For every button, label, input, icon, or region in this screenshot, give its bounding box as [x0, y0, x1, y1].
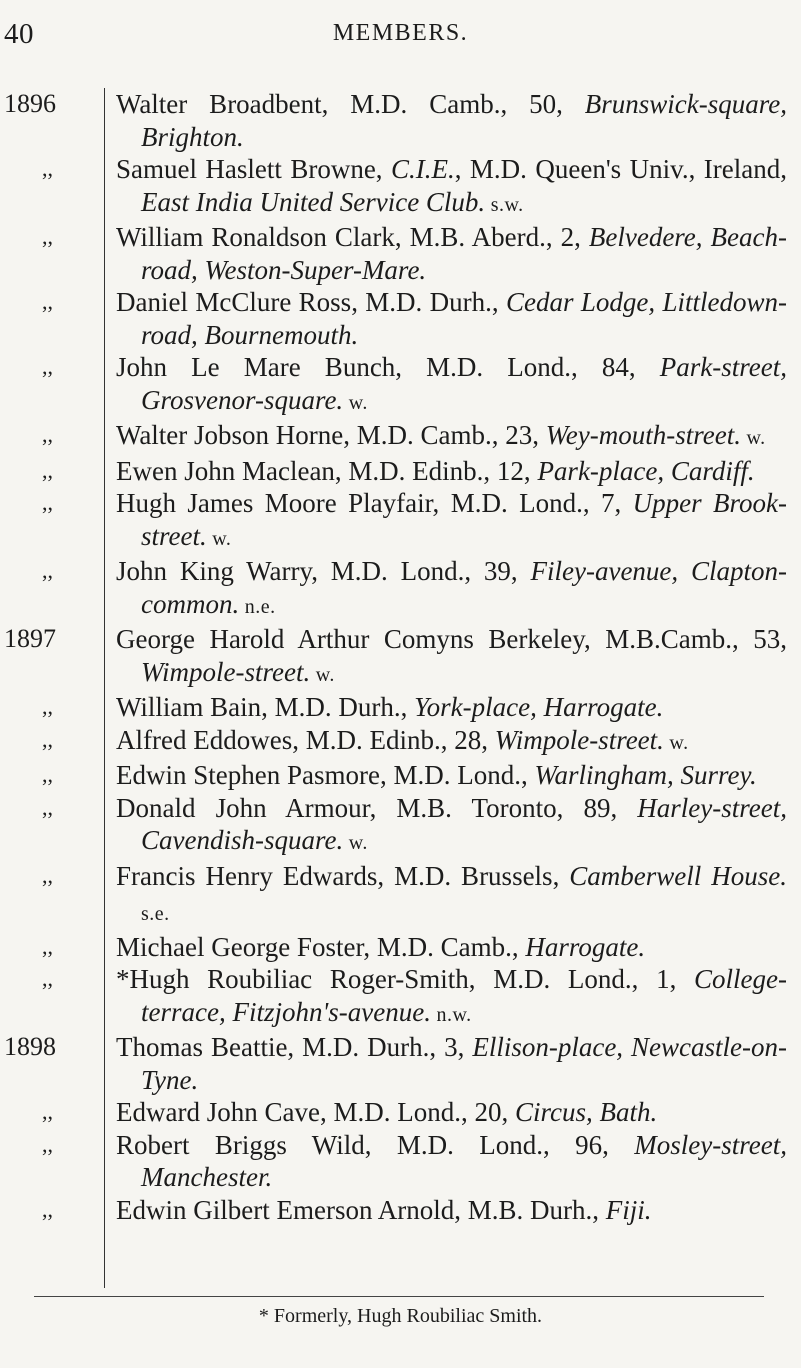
entry-text [116, 759, 787, 792]
member-entry [0, 1096, 801, 1129]
entry-address: East India United Service Club. [141, 186, 486, 217]
page-number: 40 [4, 18, 34, 50]
entry-name: Samuel Haslett Browne, [116, 154, 391, 184]
member-entry [0, 455, 801, 488]
entry-district: n.e. [239, 595, 276, 618]
entry-text [116, 691, 787, 724]
entry-address: York-place, Harrogate. [414, 692, 664, 722]
entry-text [116, 419, 787, 455]
entry-text [116, 1031, 787, 1096]
entry-name: Daniel McClure Ross, M.D. Durh., [116, 287, 507, 317]
entry-address: Upper Brook-street. [141, 488, 787, 551]
entry-year: ,, [42, 933, 53, 959]
entry-address: Camberwell House. [569, 860, 787, 891]
entry-name: , M.D. Queen's Univ., Ireland, [454, 154, 787, 184]
member-entry [0, 221, 801, 286]
entry-address: Wimpole-street. [494, 724, 664, 755]
member-entry [0, 931, 801, 964]
entry-address: Filey-avenue, Clapton-common. [141, 556, 787, 619]
footnote: * Formerly, Hugh Roubiliac Smith. [258, 1305, 543, 1327]
entry-text [116, 555, 787, 623]
member-entry [0, 351, 801, 419]
entry-text [116, 724, 787, 760]
member-entry [0, 792, 801, 860]
entry-address: C.I.E. [390, 154, 455, 184]
entry-district: w. [740, 427, 766, 449]
entry-district: s.e. [141, 903, 170, 925]
entry-district: s.w. [485, 193, 524, 216]
entry-district: n.w. [430, 1003, 472, 1026]
entry-year: ,, [42, 354, 53, 379]
entry-name: Michael George Foster, M.D. Camb., [116, 931, 526, 962]
entry-address: Cedar Lodge, Littledown-road, Bournemouth. [141, 287, 787, 350]
entry-name: John Le Mare Bunch, M.D. Lond., 84, [116, 352, 660, 382]
entry-name: *Hugh Roubiliac Roger-Smith, M.D. Lond., 1, [116, 964, 695, 994]
member-entry [0, 623, 801, 691]
member-entry [0, 1194, 801, 1227]
footnote-rule [34, 1296, 764, 1297]
entry-name: George Harold Arthur Comyns Berkeley, M.B.Camb., 53, [116, 624, 787, 654]
running-head: MEMBERS. [332, 20, 469, 46]
entry-year: 1898 [4, 1032, 56, 1061]
entry-year: ,, [42, 762, 53, 787]
entry-text [116, 1194, 787, 1227]
entry-address: Wimpole-street. [141, 656, 311, 687]
entry-name: Hugh James Moore Playfair, M.D. Lond., 7, [116, 488, 633, 518]
entry-text [116, 455, 787, 488]
entry-name: Francis Henry Edwards, M.D. Brussels, [116, 860, 570, 891]
entry-name: Alfred Eddowes, M.D. Edinb., 28, [116, 724, 495, 755]
entry-address: Fiji. [605, 1194, 652, 1225]
entry-text [116, 153, 787, 221]
entry-address: Circus, Bath. [514, 1097, 658, 1127]
entry-name: William Ronaldson Clark, M.B. Aberd., 2, [116, 222, 589, 252]
entry-text [116, 860, 787, 931]
entry-district: w. [343, 832, 368, 854]
entry-address: Warlingham, Surrey. [534, 760, 757, 790]
entry-address: Mosley-street, Manchester. [141, 1129, 787, 1192]
entry-year: ,, [42, 457, 53, 483]
entry-text [116, 963, 787, 1031]
entry-name: Walter Jobson Horne, M.D. Camb., 23, [116, 420, 546, 450]
entry-text [116, 286, 787, 351]
entry-year: ,, [42, 1099, 53, 1124]
entry-year: ,, [42, 794, 53, 820]
entries-container [0, 88, 801, 1226]
entry-text [116, 487, 787, 555]
entry-name: Thomas Beattie, M.D. Durh., 3, [116, 1032, 473, 1062]
entry-address: Harley-street, Cavendish-square. [141, 792, 787, 855]
entry-text [116, 931, 787, 964]
entry-year: ,, [42, 862, 53, 888]
member-entry [0, 153, 801, 221]
member-entry [0, 286, 801, 351]
entry-name: Edward John Cave, M.D. Lond., 20, [116, 1097, 515, 1127]
entry-text [116, 88, 787, 153]
entry-name: William Bain, M.D. Durh., [116, 692, 415, 722]
entry-name: Ewen John Maclean, M.D. Edinb., 12, [116, 455, 538, 486]
entry-district: w. [310, 663, 335, 686]
entry-year: ,, [42, 726, 53, 752]
entry-text [116, 792, 787, 860]
member-entry [0, 88, 801, 153]
entry-year: ,, [42, 289, 53, 314]
entry-name: Edwin Gilbert Emerson Arnold, M.B. Durh., [116, 1194, 606, 1225]
member-entry [0, 419, 801, 455]
member-entry [0, 963, 801, 1031]
entry-address: Ellison-place, Newcastle-on-Tyne. [141, 1032, 787, 1095]
member-entry [0, 860, 801, 931]
entry-name: Robert Briggs Wild, M.D. Lond., 96, [116, 1129, 635, 1160]
entry-name: Walter Broadbent, M.D. Camb., 50, [116, 89, 585, 119]
entry-address: Brunswick-square, Brighton. [141, 89, 787, 152]
entry-year: ,, [42, 1196, 53, 1222]
member-entry [0, 691, 801, 724]
member-entry [0, 555, 801, 623]
entry-district: w. [663, 731, 689, 754]
entry-year: ,, [42, 966, 53, 991]
entry-text [116, 623, 787, 691]
entry-year: 1897 [4, 624, 56, 653]
entry-year: ,, [42, 694, 53, 719]
entry-address: Park-place, Cardiff. [537, 455, 755, 486]
entry-year: ,, [42, 156, 53, 181]
entry-year: ,, [42, 422, 53, 447]
members-list [0, 88, 801, 1273]
entry-name: John King Warry, M.D. Lond., 39, [116, 556, 531, 586]
entry-year: ,, [42, 558, 53, 583]
entry-district: w. [343, 391, 368, 414]
entry-text [116, 221, 787, 286]
member-entry [0, 487, 801, 555]
entry-address: Harrogate. [525, 931, 646, 962]
member-entry [0, 1031, 801, 1096]
entry-address: Park-street, Grosvenor-square. [141, 352, 787, 415]
page-header [0, 18, 801, 58]
entry-text [116, 351, 787, 419]
entry-address: College-terrace, Fitzjohn's-avenue. [141, 964, 787, 1027]
entry-address: Belvedere, Beach-road, Weston-Super-Mare. [141, 222, 787, 285]
entry-text [116, 1129, 787, 1194]
entry-year: ,, [42, 1131, 53, 1157]
member-entry [0, 759, 801, 792]
entry-name: Edwin Stephen Pasmore, M.D. Lond., [116, 760, 535, 790]
entry-address: Wey-mouth-street. [545, 420, 741, 450]
entry-text [116, 1096, 787, 1129]
entry-district: w. [206, 527, 232, 550]
entry-name: Donald John Armour, M.B. Toronto, 89, [116, 792, 638, 823]
entry-year: 1896 [4, 89, 56, 118]
entry-year: ,, [42, 224, 53, 249]
member-entry [0, 1129, 801, 1194]
entry-year: ,, [42, 490, 53, 515]
member-entry [0, 724, 801, 760]
